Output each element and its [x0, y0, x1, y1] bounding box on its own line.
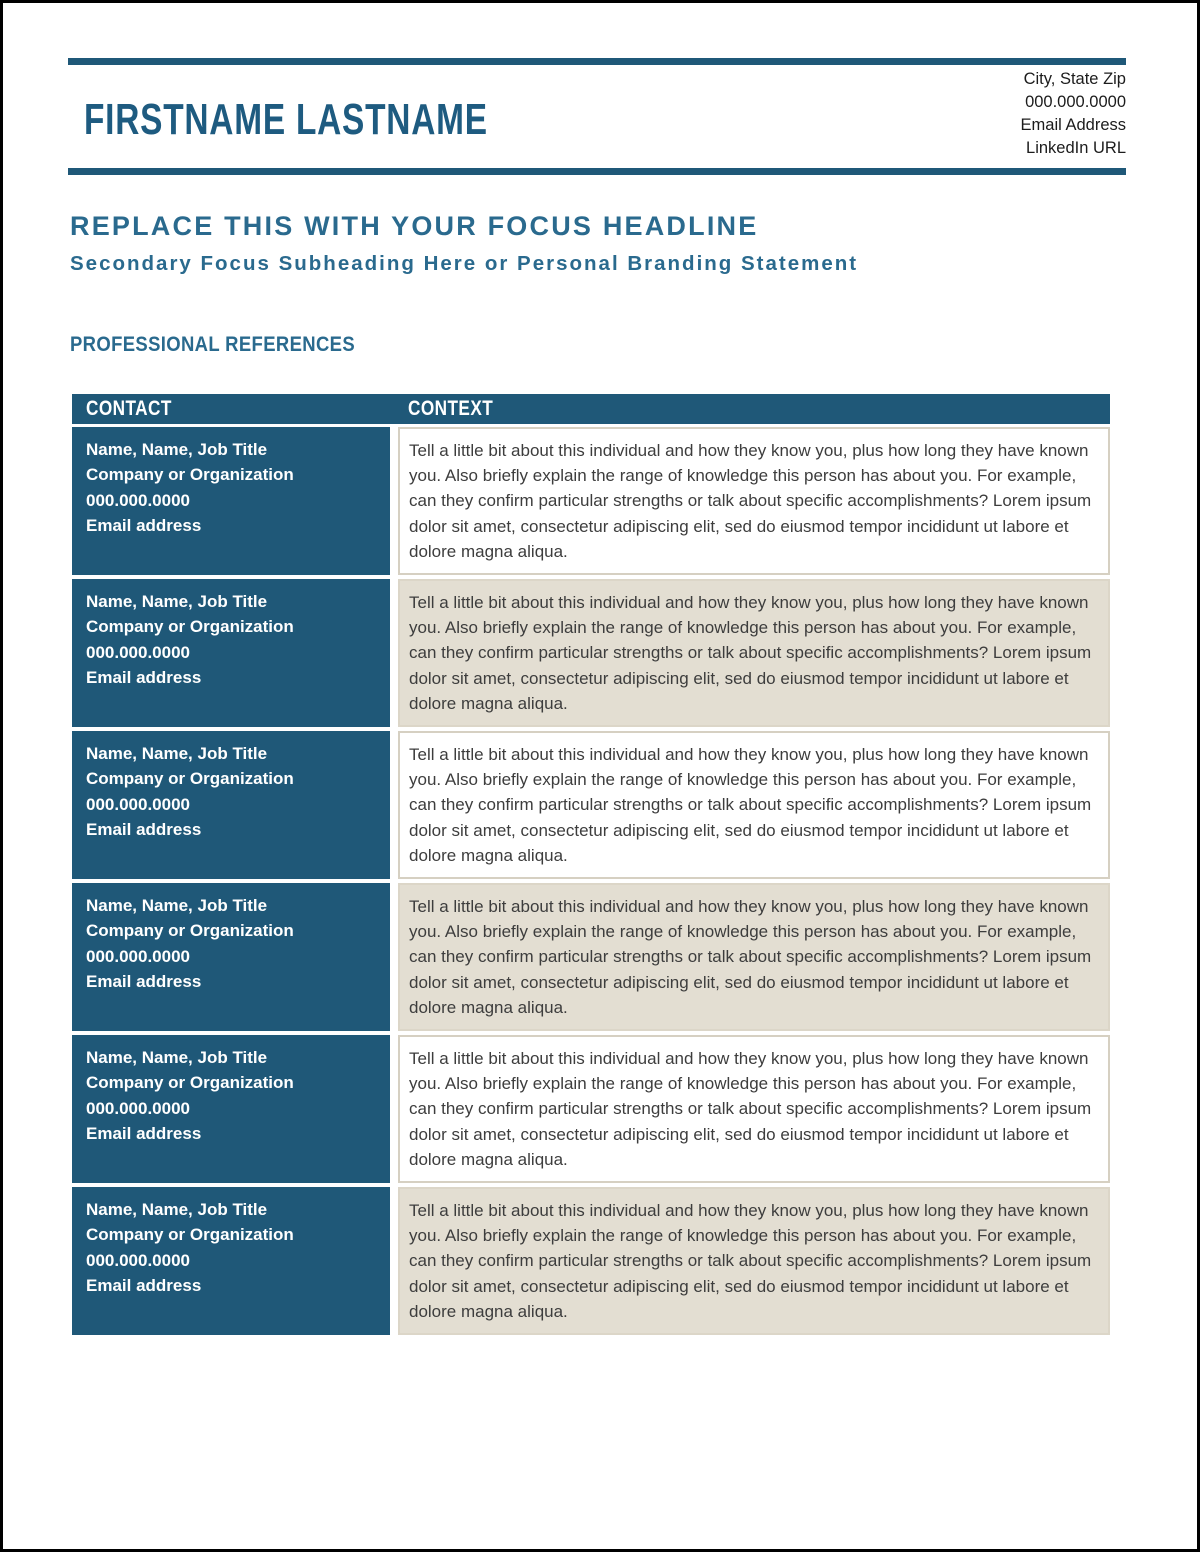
reference-row	[72, 883, 1110, 1031]
page-title-text: FIRSTNAME LASTNAME	[84, 95, 488, 144]
reference-contact-line: Company or Organization	[86, 465, 294, 485]
reference-contact-cell	[72, 579, 390, 727]
reference-contact-cell	[72, 427, 390, 575]
reference-context-text: Tell a little bit about this individual and how they know you, plus how long they have known you. Also briefly explain the range of knowledge this person has about you. For example, can they confirm particular strengths or talk about specific accomplishments? Lorem ipsum dolor sit amet, consectetur adipiscing elit, sed do eiusmod tempor incididunt ut labore et dolore magna aliqua.	[409, 1048, 1092, 1169]
reference-context-text: Tell a little bit about this individual and how they know you, plus how long they have known you. Also briefly explain the range of knowledge this person has about you. For example, can they confirm particular strengths or talk about specific accomplishments? Lorem ipsum dolor sit amet, consectetur adipiscing elit, sed do eiusmod tempor incididunt ut labore et dolore magna aliqua.	[409, 744, 1092, 865]
reference-contact-line: Email address	[86, 668, 202, 688]
reference-contact-cell	[72, 1187, 390, 1335]
header-top-rule	[68, 58, 1126, 65]
reference-contact-line: 000.000.0000	[86, 1250, 190, 1270]
reference-context-cell	[398, 883, 1110, 1031]
reference-context-text: Tell a little bit about this individual and how they know you, plus how long they have known you. Also briefly explain the range of knowledge this person has about you. For example, can they confirm particular strengths or talk about specific accomplishments? Lorem ipsum dolor sit amet, consectetur adipiscing elit, sed do eiusmod tempor incididunt ut labore et dolore magna aliqua.	[409, 896, 1092, 1017]
reference-context-text: Tell a little bit about this individual and how they know you, plus how long they have known you. Also briefly explain the range of knowledge this person has about you. For example, can they confirm particular strengths or talk about specific accomplishments? Lorem ipsum dolor sit amet, consectetur adipiscing elit, sed do eiusmod tempor incididunt ut labore et dolore magna aliqua.	[409, 1200, 1092, 1321]
reference-contact-line: Email address	[86, 1124, 202, 1144]
reference-contact-line: Company or Organization	[86, 921, 294, 941]
reference-contact-line: Company or Organization	[86, 1225, 294, 1245]
reference-context-cell	[398, 579, 1110, 727]
reference-context-text: Tell a little bit about this individual and how they know you, plus how long they have known you. Also briefly explain the range of knowledge this person has about you. For example, can they confirm particular strengths or talk about specific accomplishments? Lorem ipsum dolor sit amet, consectetur adipiscing elit, sed do eiusmod tempor incididunt ut labore et dolore magna aliqua.	[409, 592, 1092, 713]
reference-contact-cell	[72, 731, 390, 879]
reference-contact-line: 000.000.0000	[86, 642, 190, 662]
reference-contact-line: 000.000.0000	[86, 946, 190, 966]
reference-contact-line: Name, Name, Job Title	[86, 439, 268, 459]
reference-row	[72, 427, 1110, 575]
reference-contact-line: Email address	[86, 1276, 202, 1296]
reference-contact-line: Name, Name, Job Title	[86, 895, 268, 915]
focus-headline: REPLACE THIS WITH YOUR FOCUS HEADLINE	[70, 211, 759, 241]
reference-row	[72, 579, 1110, 727]
column-header-contact-text: CONTACT	[86, 396, 172, 420]
reference-contact-line: 000.000.0000	[86, 794, 190, 814]
reference-contact-line: 000.000.0000	[86, 1098, 190, 1118]
page-title	[84, 95, 615, 145]
column-header-context-text: CONTEXT	[408, 396, 494, 420]
contact-email: Email Address	[1020, 116, 1126, 134]
reference-context-text: Tell a little bit about this individual and how they know you, plus how long they have known you. Also briefly explain the range of knowledge this person has about you. For example, can they confirm particular strengths or talk about specific accomplishments? Lorem ipsum dolor sit amet, consectetur adipiscing elit, sed do eiusmod tempor incididunt ut labore et dolore magna aliqua.	[409, 440, 1092, 561]
references-table-header	[72, 394, 1110, 424]
column-header-contact	[72, 394, 398, 424]
reference-context-cell	[398, 731, 1110, 879]
reference-contact-line: Name, Name, Job Title	[86, 1047, 268, 1067]
reference-context-cell	[398, 1187, 1110, 1335]
reference-contact-line: Company or Organization	[86, 769, 294, 789]
reference-contact-cell	[72, 883, 390, 1031]
section-title	[70, 334, 1126, 356]
reference-context-cell	[398, 1035, 1110, 1183]
reference-contact-line: Email address	[86, 516, 202, 536]
reference-contact-line: Name, Name, Job Title	[86, 1199, 268, 1219]
reference-row	[72, 1035, 1110, 1183]
references-table-body	[72, 427, 1110, 1335]
contact-info	[1021, 68, 1126, 160]
reference-contact-line: Name, Name, Job Title	[86, 591, 268, 611]
focus-subheading: Secondary Focus Subheading Here or Personal Branding Statement	[70, 252, 859, 276]
contact-phone: 000.000.0000	[1025, 93, 1126, 111]
reference-contact-line: 000.000.0000	[86, 490, 190, 510]
reference-contact-line: Company or Organization	[86, 1073, 294, 1093]
reference-contact-line: Email address	[86, 820, 202, 840]
references-table	[72, 394, 1110, 1335]
contact-city-state-zip: City, State Zip	[1023, 70, 1126, 88]
reference-row	[72, 731, 1110, 879]
header-bottom-rule	[68, 168, 1126, 175]
page-header	[68, 65, 1126, 168]
reference-context-cell	[398, 427, 1110, 575]
reference-row	[72, 1187, 1110, 1335]
reference-contact-cell	[72, 1035, 390, 1183]
column-header-context	[398, 394, 1110, 424]
reference-contact-line: Name, Name, Job Title	[86, 743, 268, 763]
section-title-text: PROFESSIONAL REFERENCES	[70, 332, 356, 356]
reference-contact-line: Company or Organization	[86, 617, 294, 637]
reference-contact-line: Email address	[86, 972, 202, 992]
contact-linkedin: LinkedIn URL	[1026, 139, 1126, 157]
